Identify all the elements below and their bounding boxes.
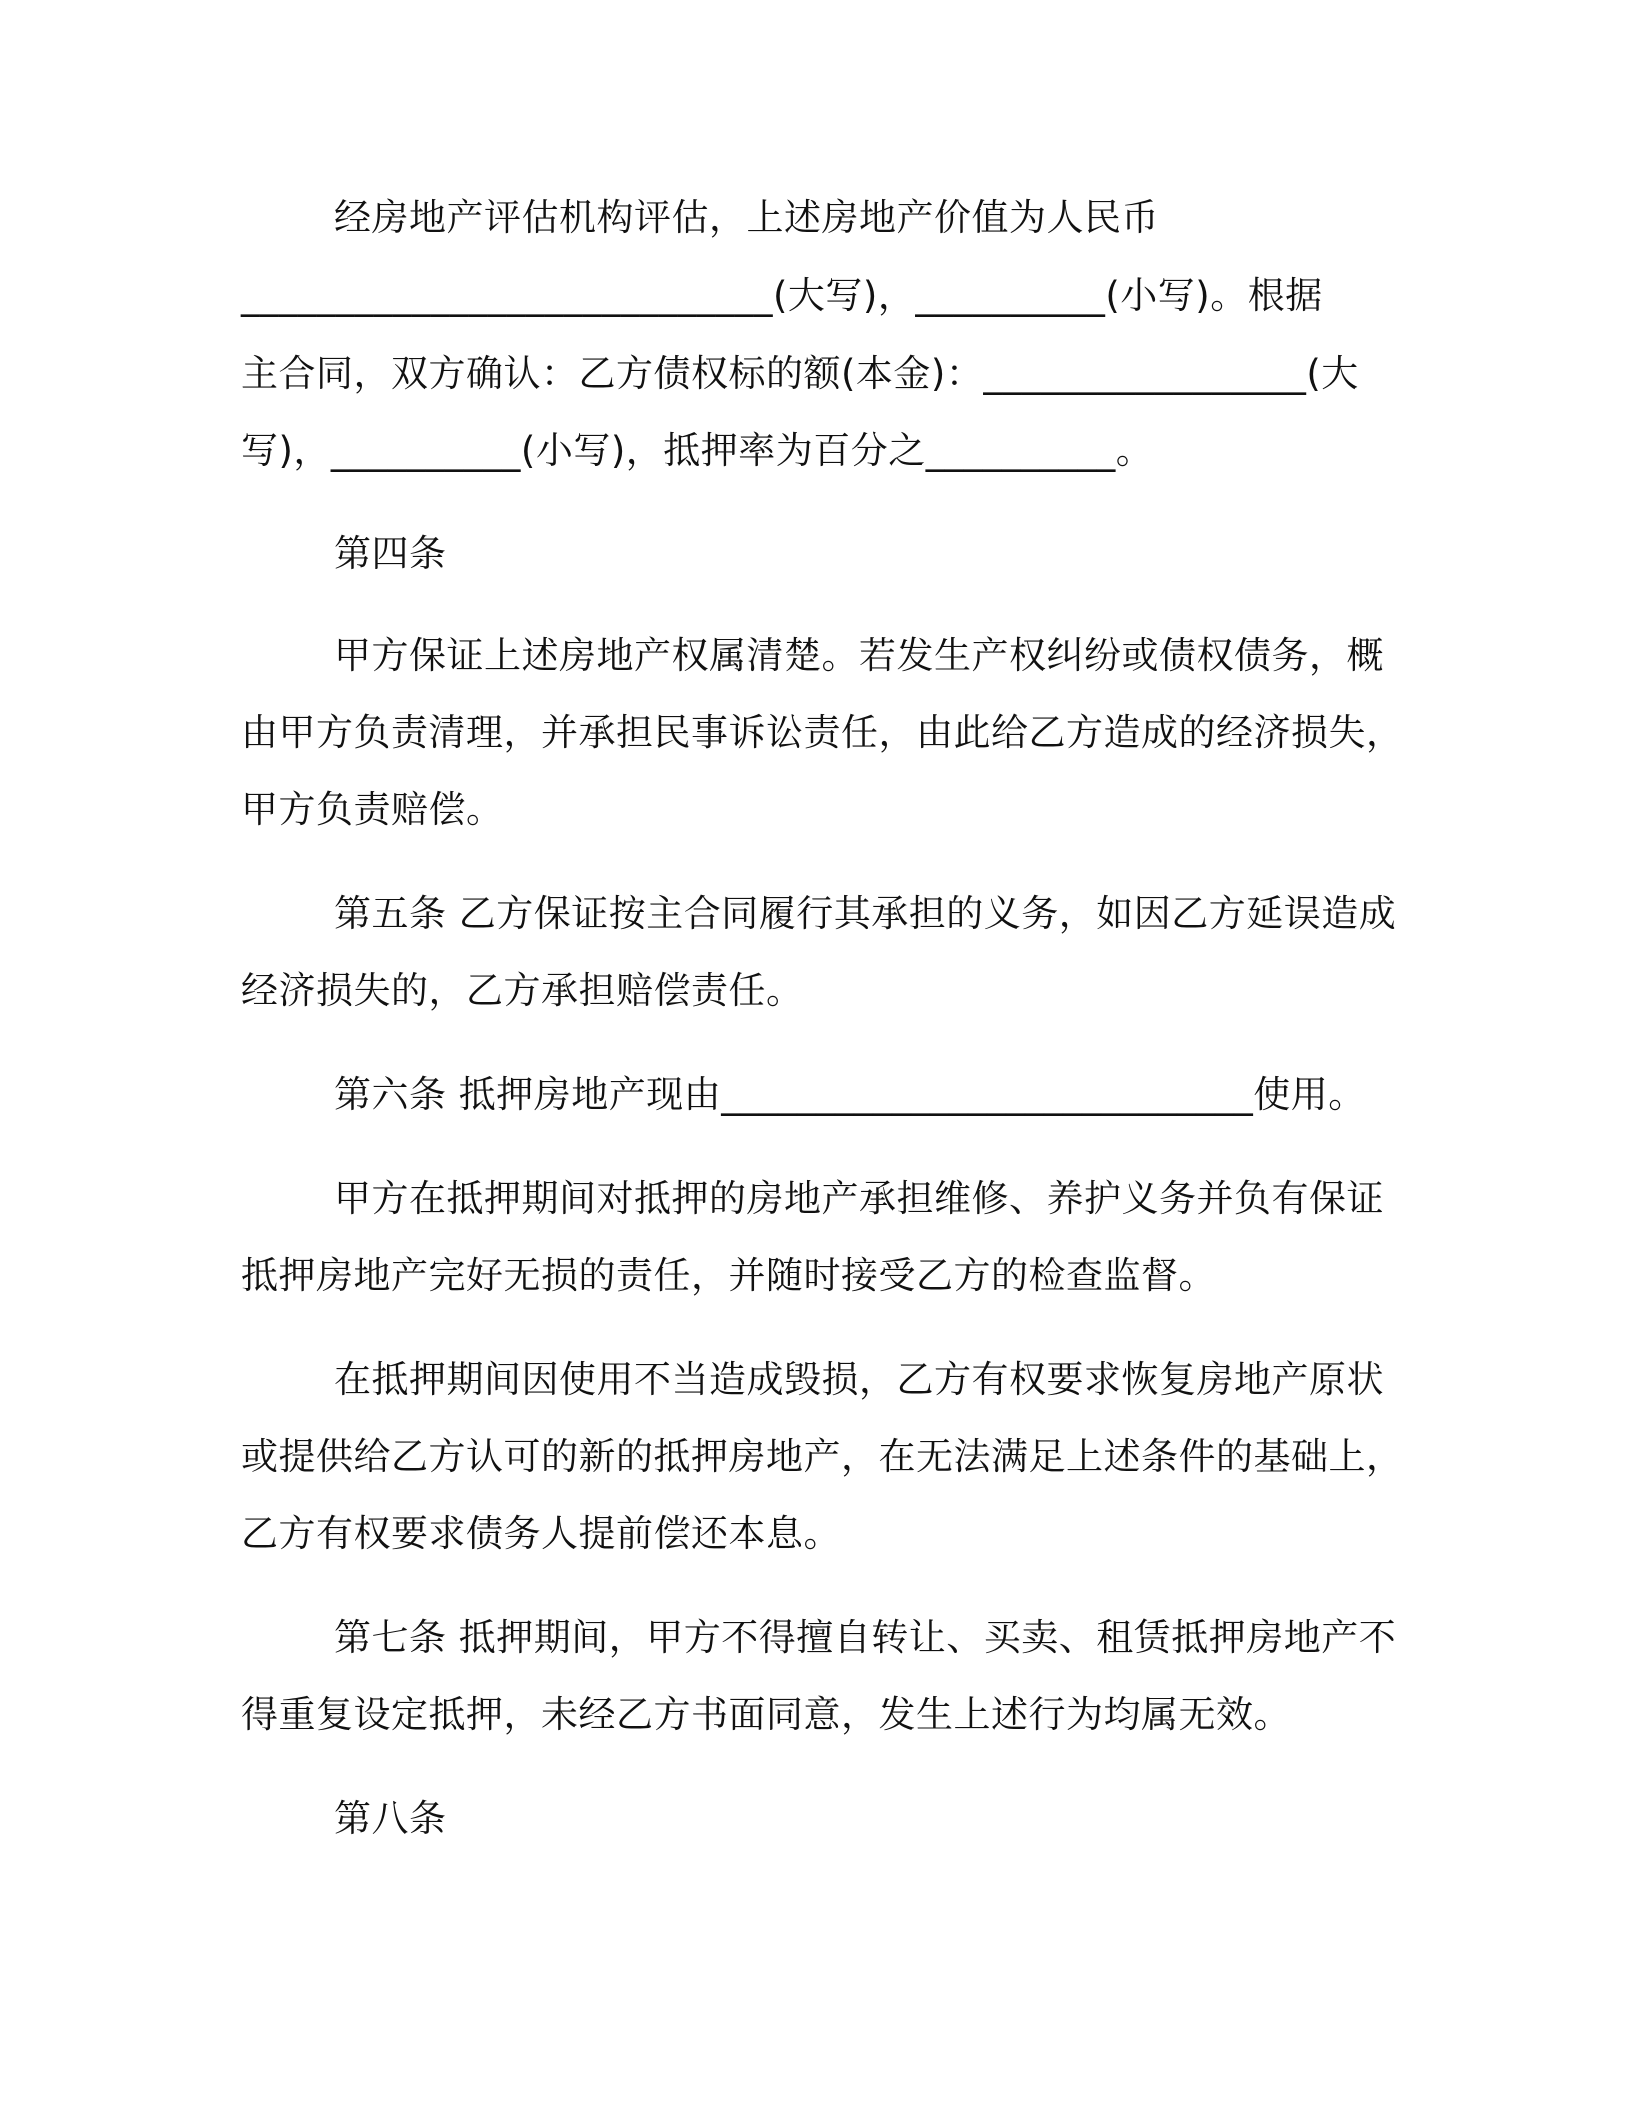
paragraph-1-line-2: ____________________________(大写)，__________(小写)。根据	[241, 274, 1323, 317]
paragraph-2-line-1: 甲方保证上述房地产权属清楚。若发生产权纠纷或债权债务，概	[334, 634, 1384, 677]
article-5-line-1: 第五条 乙方保证按主合同履行其承担的义务，如因乙方延误造成	[334, 892, 1397, 935]
paragraph-3-line-2: 抵押房地产完好无损的责任，并随时接受乙方的检查监督。	[241, 1254, 1216, 1297]
paragraph-1-line-3: 主合同，双方确认：乙方债权标的额(本金)：_________________(大	[241, 352, 1359, 395]
article-7-line-2: 得重复设定抵押，未经乙方书面同意，发生上述行为均属无效。	[241, 1693, 1291, 1736]
paragraph-2-line-2: 由甲方负责清理，并承担民事诉讼责任，由此给乙方造成的经济损失，	[241, 711, 1404, 754]
paragraph-4-line-1: 在抵押期间因使用不当造成毁损，乙方有权要求恢复房地产原状	[334, 1358, 1384, 1401]
paragraph-4-line-3: 乙方有权要求债务人提前偿还本息。	[241, 1512, 841, 1555]
paragraph-1-line-4: 写)，__________(小写)，抵押率为百分之__________。	[241, 429, 1154, 472]
article-5-line-2: 经济损失的，乙方承担赔偿责任。	[241, 969, 804, 1012]
paragraph-3-line-1: 甲方在抵押期间对抵押的房地产承担维修、养护义务并负有保证	[334, 1177, 1384, 1220]
paragraph-2-line-3: 甲方负责赔偿。	[241, 788, 504, 831]
article-4-heading: 第四条	[334, 532, 447, 575]
paragraph-1-line-1: 经房地产评估机构评估，上述房地产价值为人民币	[334, 196, 1159, 239]
article-8-heading: 第八条	[334, 1797, 447, 1840]
article-6-line-1: 第六条 抵押房地产现由____________________________使用。	[334, 1073, 1366, 1116]
paragraph-4-line-2: 或提供给乙方认可的新的抵押房地产，在无法满足上述条件的基础上，	[241, 1435, 1404, 1478]
article-7-line-1: 第七条 抵押期间，甲方不得擅自转让、买卖、租赁抵押房地产不	[334, 1616, 1397, 1659]
